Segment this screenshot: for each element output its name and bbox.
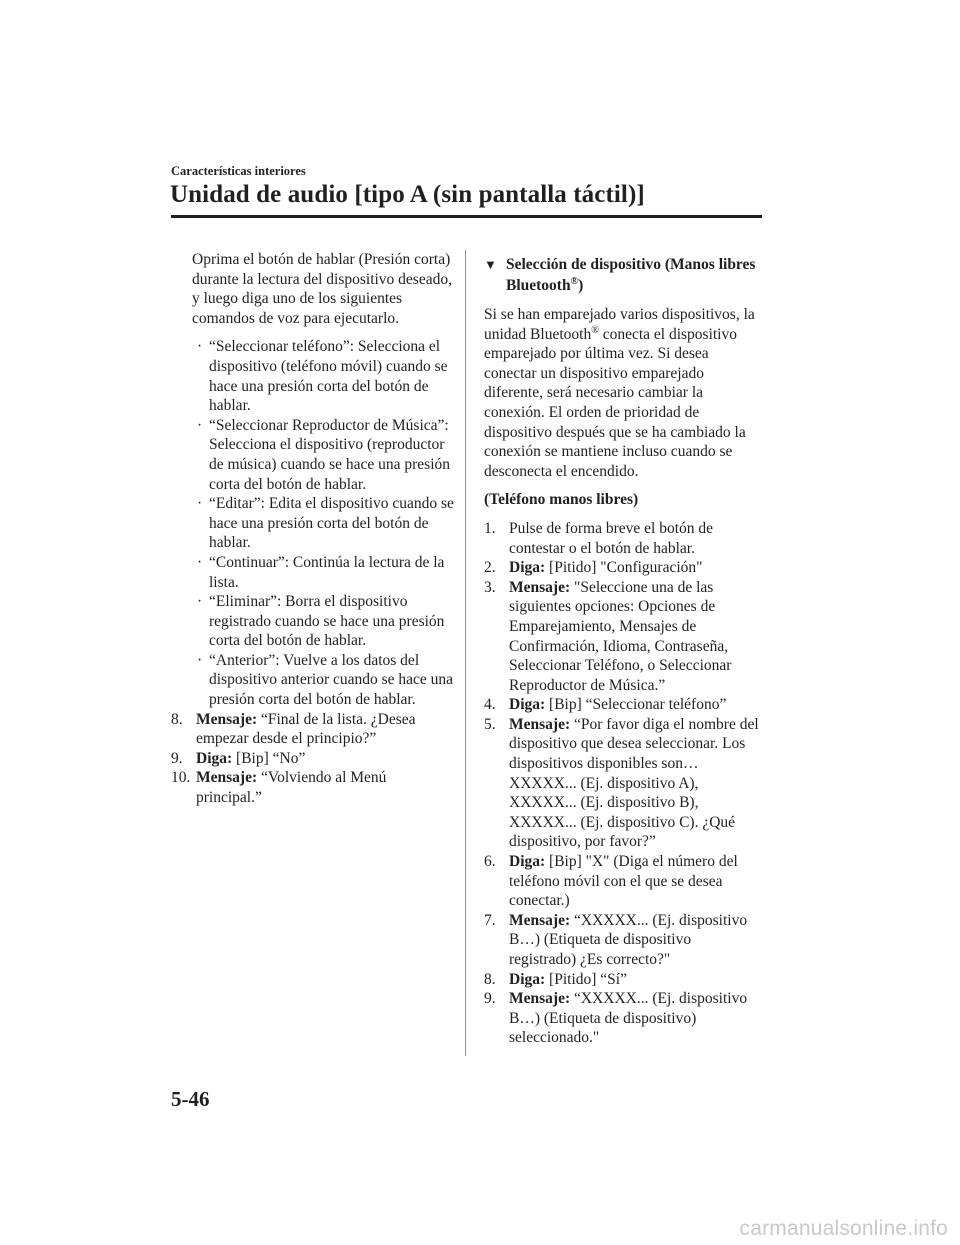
bullet-dot-icon: · <box>197 651 203 669</box>
list-item-text: “Seleccionar teléfono”: Selecciona el dispositivo (teléfono móvil) cuando se hace una presión corta del botón de hablar. <box>209 338 448 415</box>
section-label: Características interiores <box>171 164 306 178</box>
step-text: [Pitido] “Sí” <box>545 970 627 988</box>
step-list <box>171 710 456 808</box>
step-text: “XXXXX... (Ej. dispositivo B…) (Etiqueta de dispositivo registrado) ¿Es correcto?" <box>509 911 748 968</box>
step-label: Mensaje: <box>196 710 258 728</box>
step-label: Diga: <box>509 853 546 871</box>
step-number: 8. <box>171 710 183 728</box>
list-item-text: “Seleccionar Reproductor de Música”: Selecciona el dispositivo (reproductor de música) cuando se hace una presión corta del botón de hablar. <box>209 416 451 493</box>
step-item <box>484 911 762 970</box>
step-text: “XXXXX... (Ej. dispositivo B…) (Etiqueta de dispositivo) seleccionado." <box>509 990 748 1047</box>
list-item <box>171 494 456 553</box>
step-text: “Por favor diga el nombre del dispositivo que desea seleccionar. Los dispositivos disponibles son… XXXXX... (Ej. dispositivo A), XXXXX... (Ej. dispositivo B), XXXXX... (Ej. dispositivo C). ¿Qué dispositivo, por favor?” <box>509 715 759 851</box>
step-item <box>484 715 762 852</box>
triangle-down-icon: ▼ <box>484 257 497 272</box>
step-label: Diga: <box>509 970 546 988</box>
step-label: Mensaje: <box>509 911 571 929</box>
step-item <box>484 852 762 911</box>
bullet-dot-icon: · <box>197 416 203 434</box>
step-text: "Seleccione una de las siguientes opciones: Opciones de Emparejamiento, Mensajes de Confirmación, Idioma, Contraseña, Seleccionar Teléfono, o Seleccionar Reproductor de Música.” <box>509 578 732 694</box>
step-label: Diga: <box>509 696 546 714</box>
list-item <box>171 416 456 494</box>
bullet-dot-icon: · <box>197 553 203 571</box>
section-heading <box>484 254 762 296</box>
list-item-text: “Anterior”: Vuelve a los datos del dispositivo anterior cuando se hace una presión corta del botón de hablar. <box>209 651 454 709</box>
step-item <box>171 768 456 807</box>
step-text: Pulse de forma breve el botón de contestar o el botón de hablar. <box>509 519 714 557</box>
step-number: 9. <box>484 990 496 1008</box>
voice-command-list <box>171 337 456 709</box>
step-text: [Bip] "X" (Diga el número del teléfono móvil con el que se desea conectar.) <box>509 853 738 910</box>
intro-paragraph: Oprima el botón de hablar (Presión corta) durante la lectura del dispositivo deseado, y luego diga uno de los siguientes comandos de voz para ejecutarlo. <box>192 251 452 327</box>
page-title: Unidad de audio [tipo A (sin pantalla táctil)] <box>170 181 645 208</box>
step-label: Mensaje: <box>509 990 571 1008</box>
section-heading-close: ) <box>578 277 584 294</box>
paragraph-text: conecta el dispositivo emparejado por última vez. Si desea conectar un dispositivo emparejado diferente, será necesario cambiar la conexión. El orden de prioridad de dispositivo después que se ha cambiado la conexión se mantiene incluso cuando se desconecta el encendido. <box>484 325 746 480</box>
registered-mark: ® <box>570 276 579 287</box>
list-item <box>171 553 456 592</box>
description-paragraph <box>484 305 762 481</box>
step-text: “Final de la lista. ¿Desea empezar desde el principio?” <box>196 710 416 748</box>
step-list <box>484 519 762 1048</box>
step-number: 9. <box>171 749 183 767</box>
list-item <box>171 651 456 710</box>
step-text: [Bip] “Seleccionar teléfono” <box>545 696 727 714</box>
step-item <box>484 519 762 558</box>
right-column <box>484 254 762 1048</box>
step-number: 2. <box>484 559 496 577</box>
step-number: 8. <box>484 970 496 988</box>
registered-mark: ® <box>591 324 599 336</box>
watermark: carmanualsonline.info <box>739 1217 948 1240</box>
step-text: “Volviendo al Menú principal.” <box>196 769 387 807</box>
step-number: 7. <box>484 911 496 929</box>
step-label: Diga: <box>509 559 546 577</box>
step-item <box>484 695 762 715</box>
bullet-dot-icon: · <box>197 593 203 611</box>
paragraph-text: Si se han emparejado varios dispositivos, la unidad Bluetooth <box>484 306 755 343</box>
step-text: [Bip] “No” <box>232 749 306 767</box>
list-item <box>171 337 456 415</box>
left-column <box>171 250 456 808</box>
list-item-text: “Eliminar”: Borra el dispositivo registrado cuando se hace una presión corta del botón de hablar. <box>209 593 445 650</box>
list-item <box>171 592 456 651</box>
step-number: 3. <box>484 578 496 596</box>
step-item <box>171 710 456 749</box>
bullet-dot-icon: · <box>197 495 203 513</box>
column-divider <box>465 250 466 1056</box>
step-item <box>484 578 762 696</box>
step-item <box>484 558 762 578</box>
list-item-text: “Editar”: Edita el dispositivo cuando se hace una presión corta del botón de hablar. <box>209 495 454 552</box>
list-item-text: “Continuar”: Continúa la lectura de la lista. <box>209 553 445 591</box>
page-number: 5-46 <box>171 1087 210 1111</box>
step-number: 5. <box>484 715 496 733</box>
step-number: 6. <box>484 853 496 871</box>
step-label: Mensaje: <box>196 769 258 787</box>
bullet-dot-icon: · <box>197 338 203 356</box>
title-divider <box>171 215 762 218</box>
step-number: 10. <box>171 769 191 787</box>
step-number: 4. <box>484 696 496 714</box>
step-text: [Pitido] "Configuración" <box>545 559 703 577</box>
section-heading-text: Selección de dispositivo (Manos libres Bluetooth <box>506 256 756 294</box>
step-label: Diga: <box>196 749 233 767</box>
step-item <box>484 970 762 990</box>
step-label: Mensaje: <box>509 715 571 733</box>
step-label: Mensaje: <box>509 578 571 596</box>
subheading: (Teléfono manos libres) <box>484 491 639 509</box>
step-item <box>484 989 762 1048</box>
step-number: 1. <box>484 519 496 537</box>
step-item <box>171 749 456 769</box>
